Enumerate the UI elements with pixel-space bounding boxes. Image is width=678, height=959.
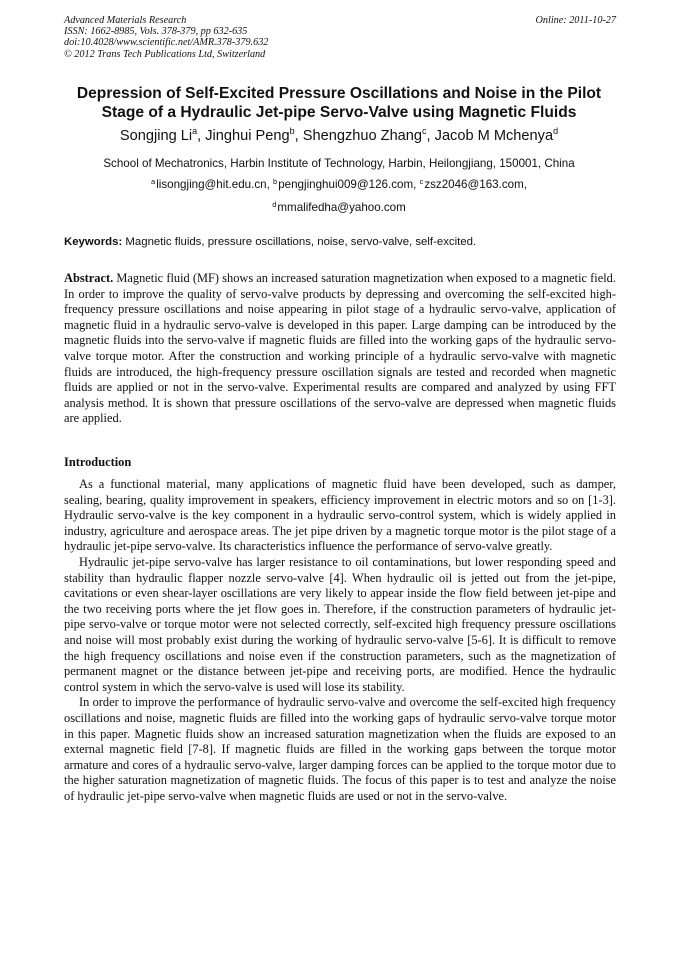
introduction-body (64, 477, 616, 804)
affiliation: School of Mechatronics, Harbin Institute of Technology, Harbin, Heilongjiang, 150001, China (103, 157, 575, 170)
title-line-2: Stage of a Hydraulic Jet-pipe Servo-Valve using Magnetic Fluids (101, 104, 577, 121)
paragraph: As a functional material, many applications of magnetic fluid have been developed, such as damper, sealing, bearing, quality improvement in speakers, efficiency improvement in electric motors and so on [1-3]. Hydraulic servo-valve is the key component in a hydraulic servo-control system, which is widely applied in industry, agriculture and aerospace areas. The jet pipe driven by a magnetic torque motor is the pilot stage of a hydraulic jet-pipe servo-valve. Its characteristics influence the performance of servo-valve greatly. (64, 477, 616, 554)
email-link[interactable]: lisongjing@hit.edu.cn, (156, 178, 270, 191)
author-list: Songjing Li$^a$, Jinghui Peng$^b$, Shengzhuo Zhang$^c$, Jacob M Mchenya$^d$ (119, 126, 559, 144)
email-link[interactable]: zsz2046@163.com, (424, 178, 527, 191)
email-mark: b (273, 177, 278, 186)
author-name: Jacob M Mchenya (434, 128, 554, 144)
paragraph: In order to improve the performance of hydraulic servo-valve and overcome the self-excited high frequency oscillations and noise, magnetic fluids are filled into the working gaps of hydraulic servo-valve torque motor in this paper. Magnetic fluids show an increased saturation magnetization when the fluids are exposed to an external magnetic field [7-8]. If magnetic fluids are filled in the working gaps between the torque motor armature and cores of a hydraulic servo-valve, larger damping forces can be applied to the torque motor due to the higher saturation magnetization of magnetic fluids. The focus of this paper is to test and analyze the noise of hydraulic jet-pipe servo-valve when magnetic fluids are used or not in the servo-valve. (64, 695, 616, 803)
issn-line: ISSN: 1662-8985, Vols. 378-379, pp 632-635 (64, 26, 248, 38)
paragraph: Hydraulic jet-pipe servo-valve has larger resistance to oil contaminations, but lower responding speed and stability than hydraulic flapper nozzle servo-valve [4]. When hydraulic oil is jetted out from the jet-pipe, cavitations or even shear-layer oscillations are very likely to appear inside the flow field between jet-pipe and the two receiving ports where the jet flow goes in. Therefore, if the construction parameters of hydraulic jet-pipe servo-valve or torque motor were not selected correctly, self-excited high frequency pressure oscillations and noise will most probably exist during the working of hydraulic servo-valve [5-6]. It is difficult to remove the high frequency oscillations and noise even if the construction parameters, such as the magnetization of permanent magnet or the distance between jet-pipe and receiving ports, are modified. Hence the hydraulic control system in which the servo-valve is used will lose its stability. (64, 554, 616, 694)
abstract-label: Abstract. (64, 271, 114, 285)
author-name: Jinghui Peng (205, 128, 290, 144)
email-mark: a (151, 177, 156, 186)
keywords (64, 235, 616, 249)
author-name: Shengzhuo Zhang (302, 128, 423, 144)
author-mark: d (553, 126, 559, 136)
author-mark: c (422, 126, 427, 136)
author-mark: a (192, 126, 198, 136)
title-line-1: Depression of Self-Excited Pressure Oscillations and Noise in the Pilot (76, 85, 602, 102)
email-line-2 (40, 201, 638, 215)
email-link[interactable]: pengjinghui009@126.com, (278, 178, 417, 191)
journal-header (64, 15, 616, 60)
email-line-1 (40, 178, 638, 192)
email-mark: d (272, 200, 277, 209)
keywords-text: Magnetic fluids, pressure oscillations, noise, servo-valve, self-excited. (125, 236, 477, 248)
abstract (64, 271, 616, 427)
doi-line: doi:10.4028/www.scientific.net/AMR.378-379.632 (64, 37, 269, 49)
author-name: Songjing Li (119, 128, 193, 144)
online-date: Online: 2011-10-27 (535, 15, 616, 26)
email-link[interactable]: mmalifedha@yahoo.com (277, 201, 406, 214)
paper-title (40, 84, 638, 122)
section-heading-introduction: Introduction (64, 455, 132, 469)
keywords-label: Keywords: (64, 236, 123, 248)
abstract-text: Magnetic fluid (MF) shows an increased saturation magnetization when exposed to a magnetic field. In order to improve the quality of servo-valve products by depressing and overcoming the self-excited high-frequency pressure oscillations and noise appearing in pilot stage of a hydraulic servo-valve, application of magnetic fluid in a hydraulic servo-valve is developed in this paper. Large damping can be introduced by the magnetic fluids into the servo-valve if magnetic fluids are filled into the working gaps of the hydraulic servo-valve torque motor. After the construction and working principle of a hydraulic servo-valve with magnetic fluids are introduced, the high-frequency pressure oscillation signals are tested and recorded when magnetic fluids are applied or not in the servo-valve. Experimental results are compared and analyzed by using FFT analysis method. It is shown that pressure oscillations of the servo-valve are depressed when magnetic fluids are applied. (64, 271, 616, 426)
email-mark: c (419, 177, 424, 186)
author-mark: b (289, 126, 295, 136)
journal-name: Advanced Materials Research (64, 15, 187, 26)
copyright-line: © 2012 Trans Tech Publications Ltd, Switzerland (64, 48, 266, 60)
